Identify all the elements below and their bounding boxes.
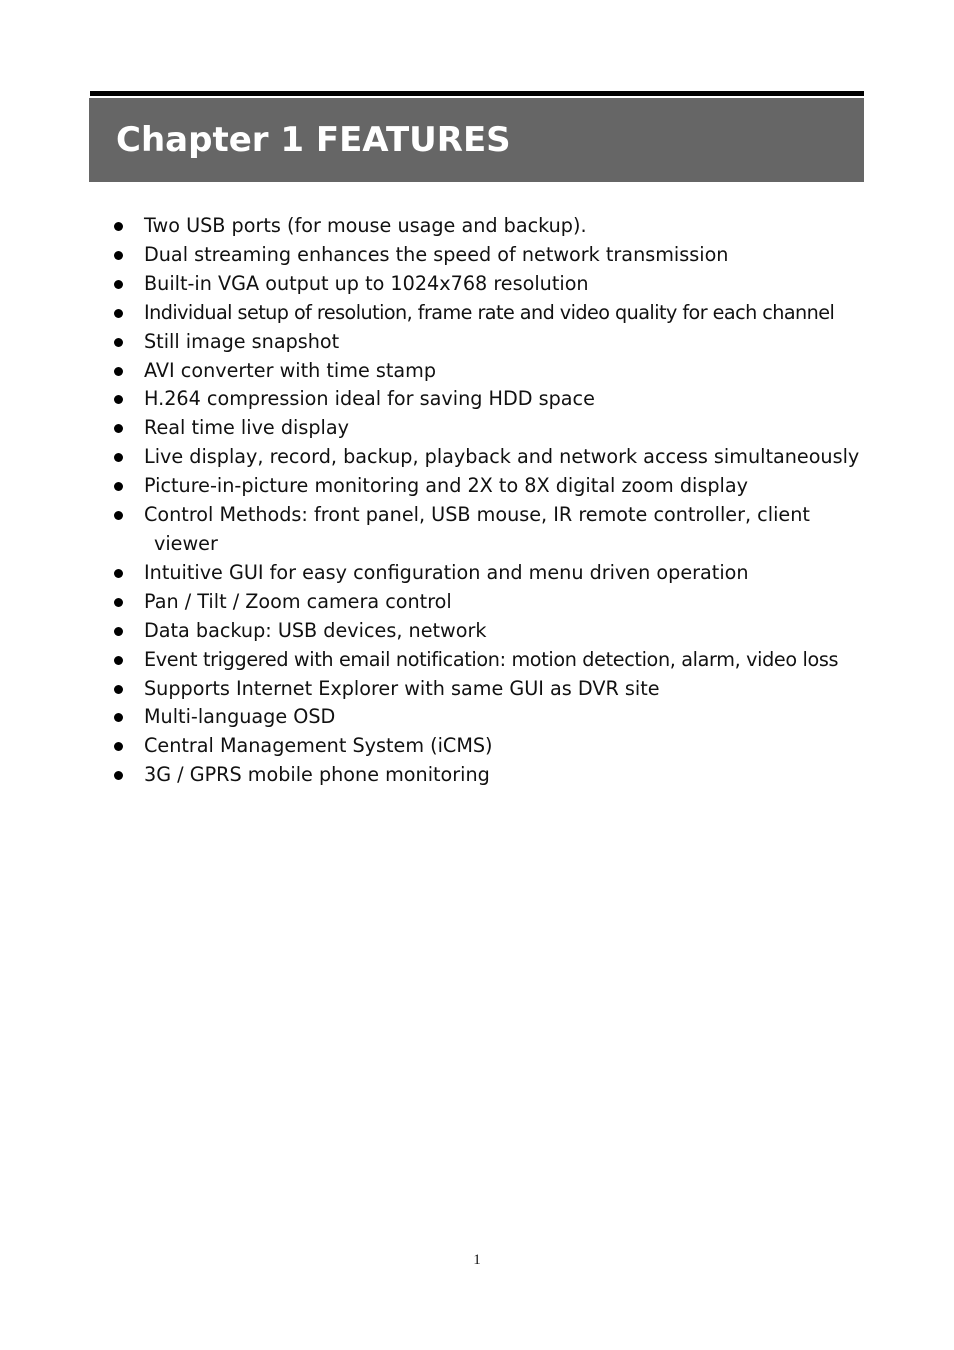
list-item (112, 559, 872, 588)
list-item (112, 588, 872, 617)
feature-list (112, 212, 872, 790)
list-item (112, 212, 872, 241)
list-item (112, 443, 872, 472)
feature-text: Dual streaming enhances the speed of network transmission (144, 242, 729, 266)
feature-text: 3G / GPRS mobile phone monitoring (144, 763, 490, 787)
list-item (112, 414, 872, 443)
feature-text: Event triggered with email notification: motion detection, alarm, video loss (144, 647, 839, 671)
chapter-title: Chapter 1 FEATURES (116, 120, 511, 160)
feature-text: Built-in VGA output up to 1024x768 resolution (144, 271, 589, 295)
bullet-icon (114, 771, 123, 780)
bullet-icon (114, 338, 123, 347)
list-item (112, 617, 872, 646)
top-rule (90, 91, 864, 96)
list-item (112, 501, 872, 559)
bullet-icon (114, 424, 123, 433)
bullet-icon (114, 511, 123, 520)
bullet-icon (114, 482, 123, 491)
bullet-icon (114, 280, 123, 289)
list-item (112, 472, 872, 501)
list-item (112, 385, 872, 414)
chapter-banner (89, 98, 864, 182)
bullet-icon (114, 569, 123, 578)
bullet-icon (114, 598, 123, 607)
bullet-icon (114, 395, 123, 404)
bullet-icon (114, 222, 123, 231)
feature-text: Picture-in-picture monitoring and 2X to 8X digital zoom display (144, 474, 748, 498)
feature-text: Individual setup of resolution, frame rate and video quality for each channel (144, 300, 835, 324)
list-item (112, 732, 872, 761)
list-item (112, 761, 872, 790)
bullet-icon (114, 627, 123, 636)
feature-text-continued: viewer (154, 531, 218, 555)
list-item (112, 703, 872, 732)
feature-text: AVI converter with time stamp (144, 358, 436, 382)
bullet-icon (114, 367, 123, 376)
bullet-icon (114, 742, 123, 751)
feature-text: Central Management System (iCMS) (144, 734, 493, 758)
bullet-icon (114, 685, 123, 694)
feature-text: Real time live display (144, 416, 349, 440)
feature-text: Supports Internet Explorer with same GUI as DVR site (144, 676, 660, 700)
feature-text: Intuitive GUI for easy configuration and menu driven operation (144, 560, 749, 584)
list-item (112, 270, 872, 299)
feature-text: Multi-language OSD (144, 705, 336, 729)
bullet-icon (114, 713, 123, 722)
feature-text: H.264 compression ideal for saving HDD space (144, 387, 595, 411)
bullet-icon (114, 656, 123, 665)
list-item (112, 646, 872, 675)
feature-text: Data backup: USB devices, network (144, 618, 487, 642)
bullet-icon (114, 309, 123, 318)
feature-text: Live display, record, backup, playback and network access simultaneously (144, 445, 860, 469)
feature-text: Two USB ports (for mouse usage and backup). (144, 214, 587, 237)
list-item (112, 357, 872, 386)
feature-text: Pan / Tilt / Zoom camera control (144, 589, 452, 613)
list-item (112, 241, 872, 270)
bullet-icon (114, 453, 123, 462)
list-item (112, 299, 872, 328)
page-number: 1 (473, 1252, 481, 1268)
feature-text: Control Methods: front panel, USB mouse, IR remote controller, client (144, 503, 810, 527)
feature-text: Still image snapshot (144, 329, 340, 353)
bullet-icon (114, 251, 123, 260)
list-item (112, 328, 872, 357)
list-item (112, 675, 872, 704)
